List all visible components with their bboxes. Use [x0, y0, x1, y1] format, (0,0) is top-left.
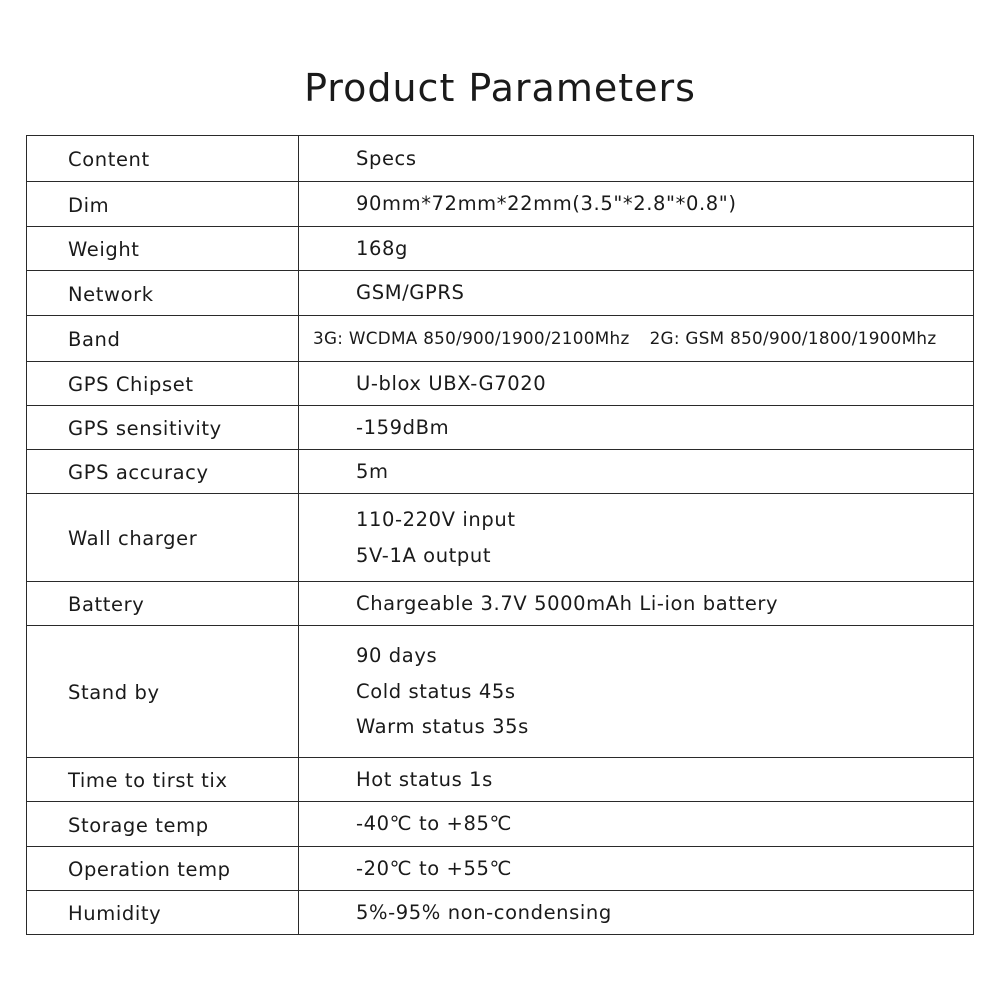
table-row-operation-temp — [27, 847, 974, 891]
table-row-network — [27, 271, 974, 316]
value-line: Cold status 45s — [356, 679, 516, 703]
header-content-cell: Content — [27, 136, 299, 182]
row-value-band — [299, 316, 974, 362]
table-row-weight — [27, 227, 974, 271]
row-value: 5m — [299, 450, 974, 494]
value-line: 5V-1A output — [356, 543, 492, 567]
row-label: Wall charger — [27, 494, 299, 582]
table-row-dim — [27, 182, 974, 227]
value-line: Warm status 35s — [356, 715, 529, 739]
page-title: Product Parameters — [304, 66, 696, 110]
row-value: -20℃ to +55℃ — [299, 847, 974, 891]
row-label: Operation temp — [27, 847, 299, 891]
row-value: U-blox UBX-G7020 — [299, 362, 974, 406]
table-row-gps-chipset — [27, 362, 974, 406]
row-label: GPS Chipset — [27, 362, 299, 406]
row-value: 90mm*72mm*22mm(3.5"*2.8"*0.8") — [299, 182, 974, 227]
row-label: Network — [27, 271, 299, 316]
table-row-band — [27, 316, 974, 362]
table-row-gps-sensitivity — [27, 406, 974, 450]
table-row-gps-accuracy — [27, 450, 974, 494]
row-label: Weight — [27, 227, 299, 271]
row-label: Dim — [27, 182, 299, 227]
row-value: Hot status 1s — [299, 758, 974, 802]
table-row-battery — [27, 582, 974, 626]
row-label: GPS accuracy — [27, 450, 299, 494]
value-line: 110-220V input — [356, 508, 516, 532]
row-label: Time to tirst tix — [27, 758, 299, 802]
table-header-row — [27, 136, 974, 182]
row-label: Battery — [27, 582, 299, 626]
row-label: Stand by — [27, 626, 299, 758]
row-value — [299, 494, 974, 582]
row-label: Humidity — [27, 891, 299, 935]
row-value: Chargeable 3.7V 5000mAh Li-ion battery — [299, 582, 974, 626]
spec-table — [26, 135, 974, 935]
band-2g-value: 2G: GSM 850/900/1800/1900Mhz — [649, 328, 937, 349]
header-specs-cell: Specs — [299, 136, 974, 182]
row-value — [299, 626, 974, 758]
band-3g-value: 3G: WCDMA 850/900/1900/2100Mhz — [313, 328, 630, 349]
table-row-humidity — [27, 891, 974, 935]
row-label: Storage temp — [27, 802, 299, 847]
row-value: 168g — [299, 227, 974, 271]
row-label: Band — [27, 316, 299, 362]
table-row-storage-temp — [27, 802, 974, 847]
row-value: -159dBm — [299, 406, 974, 450]
row-value: GSM/GPRS — [299, 271, 974, 316]
row-value: 5%-95% non-condensing — [299, 891, 974, 935]
table-row-wall-charger — [27, 494, 974, 582]
row-value: -40℃ to +85℃ — [299, 802, 974, 847]
value-line: 90 days — [356, 644, 438, 668]
table-row-time-to-first-fix — [27, 758, 974, 802]
table-row-stand-by — [27, 626, 974, 758]
row-label: GPS sensitivity — [27, 406, 299, 450]
